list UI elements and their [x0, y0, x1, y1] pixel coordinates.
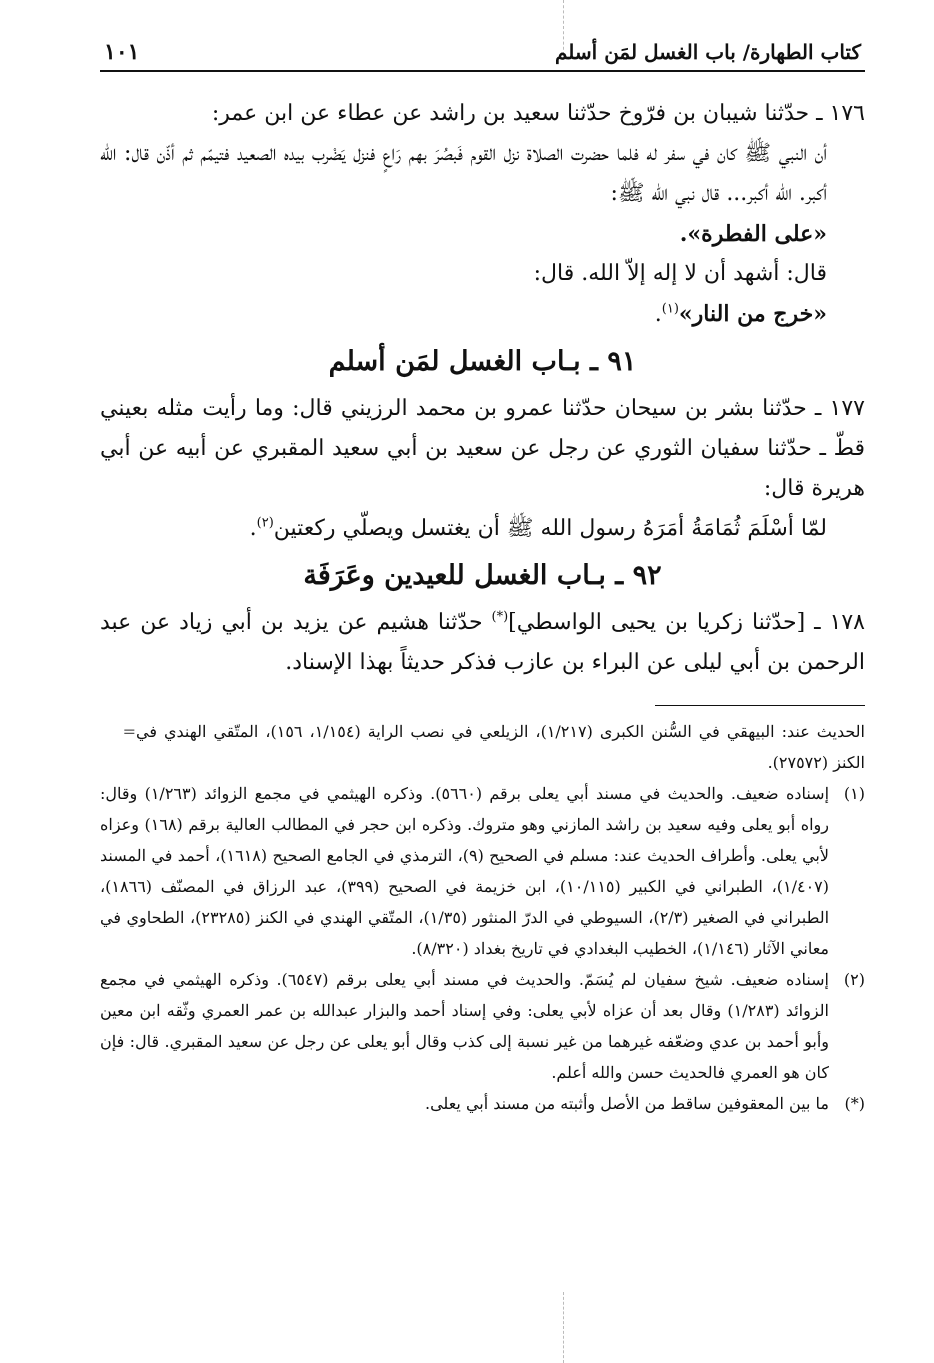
footnote-2 — [100, 964, 865, 1088]
footnote-star-marker: (*) — [844, 1094, 865, 1113]
matn-text: لمّا أسْلَمَ ثُمَامَةُ أمَرَهُ رسول الله ﷺ أن يغتسل ويصلّي ركعتين — [273, 516, 827, 541]
hadith-178 — [100, 603, 865, 683]
footnote-2-marker: (٢) — [843, 970, 865, 989]
continuation-mark: = — [122, 722, 136, 741]
footnote-separator — [655, 705, 865, 706]
hadith-178-rest: حدّثنا هشيم عن يزيد بن أبي زياد عن عبد الرحمن بن أبي ليلى عن البراء بن عازب فذكر حديثاً بهذا الإسناد. — [100, 610, 865, 675]
footnote-ref-star[interactable]: (*) — [491, 609, 509, 625]
footnotes — [100, 716, 865, 1119]
hadith-177-isnad: ١٧٧ ـ حدّثنا بشر بن سيحان حدّثنا عمرو بن محمد الرزيني قال: وما رأيت مثله بعيني قطّ ـ حدّثنا سفيان الثوري عن رجل عن سعيد بن أبي سعيد المقبري عن أبيه عن أبي هريرة قال: — [100, 396, 865, 501]
quote-text: «خرج من النار» — [678, 301, 827, 327]
bracketed-text: ١٧٨ ـ [حدّثنا زكريا بن يحيى الواسطي] — [508, 610, 865, 635]
footnote-1-marker: (١) — [843, 784, 865, 803]
hadith-176-isnad: ١٧٦ ـ حدّثنا شيبان بن فرّوخ حدّثنا سعيد بن راشد عن عطاء عن ابن عمر: — [211, 101, 865, 126]
chapter-heading-92: ٩٢ ـ بـاب الغسل للعيدين وعَرَفَة — [303, 560, 662, 591]
page-number: ١٠١ — [104, 39, 140, 65]
running-title: كتاب الطهارة/ باب الغسل لمَن أسلم — [554, 40, 861, 64]
hadith-177-matn — [100, 509, 865, 549]
footnote-continuation — [100, 716, 865, 778]
footnote-2-text: إسناده ضعيف. شيخ سفيان لم يُسَمّ. والحديث في مسند أبي يعلى برقم (٦٥٤٧). وذكره الهيثمي في مجمع الزوائد (١/٢٨٣) وقال بعد أن عزاه لأبي يعلى: وفي إسناد أحمد والبزار عبدالله بن عمر العمري وثّقه ابن معين وأبو أحمد بن عدي وضعّفه غيرهما من غير نسبة إلى كذب وقال أبو يعلى عن رجل عن سعيد المقبري. قال: فإن كان هو العمري فالحديث حسن والله أعلم. — [100, 970, 830, 1082]
footnote-1 — [100, 778, 865, 964]
hadith-176-quote-2 — [100, 294, 865, 335]
period: . — [654, 302, 662, 327]
chapter-heading-91: ٩١ ـ بـاب الغسل لمَن أسلم — [328, 346, 637, 377]
main-text — [100, 94, 865, 683]
footnote-1-text: إسناده ضعيف. والحديث في مسند أبي يعلى برقم (٥٦٦٠). وذكره الهيثمي في مجمع الزوائد (١/٢٦٣) وقال: رواه أبو يعلى وفيه سعيد بن راشد المازني وهو متروك. وذكره ابن حجر في المطالب العالية برقم (١٦٨) وعزاه لأبي يعلى. وأطراف الحديث عند: مسلم في الصحيح (٩)، الترمذي في الجامع الصحيح (١٦١٨)، أحمد في المسند (١/٤٠٧)، الطبراني في الكبير (١٠/١١٥)، ابن خزيمة في الصحيح (٣٩٩)، عبد الرزاق في المصنّف (١٨٦٦)، الطبراني في الصغير (٢/٣)، السيوطي في الدرّ المنثور (١/٣٥)، المتّقي الهندي في الكنز (٢٣٢٨٥)، الطحاوي في معاني الآثار (١/١٤٦)، الخطيب البغدادي في تاريخ بغداد (٨/٣٢٠). — [100, 784, 830, 958]
hadith-176-quote-1: «على الفطرة». — [679, 221, 827, 247]
footnote-ref-2[interactable]: (٢) — [256, 515, 274, 531]
footnote-star — [100, 1088, 865, 1119]
hadith-176-statement: قال: أشهد أن لا إله إلاّ الله. قال: — [533, 261, 827, 286]
footnote-star-text: ما بين المعقوفين ساقط من الأصل وأثبته من مسند أبي يعلى. — [424, 1094, 829, 1113]
book-page — [100, 38, 865, 1119]
footnote-ref-1[interactable]: (١) — [661, 301, 679, 317]
scan-center-mark-bottom — [563, 1292, 564, 1363]
page-header — [100, 38, 865, 72]
footnote-continuation-text: الحديث عند: البيهقي في السُّنن الكبرى (١/٢١٧)، الزيلعي في نصب الراية (١/١٥٤، ١٥٦)، المتّقي الهندي في الكنز (٢٧٥٧٢). — [136, 722, 866, 772]
hadith-176-matn: أن النبي ﷺ كان في سفر له فلما حضرت الصلاة نزل القوم فَبصُرَ بهم رَاعٍ فنزل يَضْرب بيده الصعيد فتيمّم ثم أذّن قال: الله أكبر. الله أكبر... قال نبي الله ﷺ: — [100, 141, 827, 206]
period: . — [249, 516, 257, 541]
